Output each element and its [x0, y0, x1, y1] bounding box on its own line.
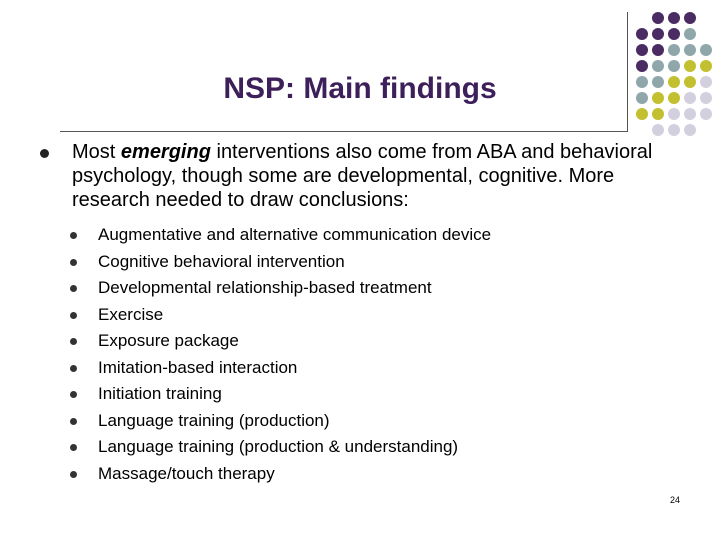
bullet-icon	[70, 444, 77, 451]
main-bullet-prefix: Most	[72, 141, 121, 163]
sub-bullet-text: Initiation training	[98, 384, 222, 403]
decorative-dot	[668, 12, 680, 24]
main-bullet-emphasis: emerging	[120, 141, 211, 163]
bullet-icon	[70, 312, 77, 319]
bullet-icon	[70, 338, 77, 345]
decorative-dot	[636, 60, 648, 72]
main-bullet-list	[40, 140, 680, 212]
decorative-dot	[636, 92, 648, 104]
decorative-dot	[684, 108, 696, 120]
decorative-dot	[684, 60, 696, 72]
main-bullet-item	[40, 140, 680, 212]
decorative-dot	[684, 44, 696, 56]
sub-bullet-text: Cognitive behavioral intervention	[98, 251, 345, 271]
slide-title: NSP: Main findings	[223, 72, 497, 105]
decorative-dot	[668, 92, 680, 104]
sub-bullet-item	[70, 275, 670, 302]
sub-bullet-item	[70, 434, 670, 461]
decorative-dot	[668, 124, 680, 136]
horizontal-divider	[60, 131, 628, 132]
bullet-icon	[70, 285, 77, 292]
decorative-dot	[652, 28, 664, 40]
decorative-dot	[684, 12, 696, 24]
decorative-dot	[652, 44, 664, 56]
decorative-dot	[684, 124, 696, 136]
decorative-dot	[668, 76, 680, 88]
sub-bullet-text: Augmentative and alternative communication device	[98, 225, 492, 244]
sub-bullet-item	[70, 222, 670, 249]
decorative-dot	[668, 44, 680, 56]
decorative-dot	[652, 108, 664, 120]
bullet-icon	[70, 259, 77, 266]
sub-bullet-item	[70, 249, 670, 276]
decorative-dot	[684, 92, 696, 104]
decorative-dot	[636, 76, 648, 88]
bullet-icon	[70, 365, 77, 372]
sub-bullet-text: Language training (production)	[98, 410, 330, 430]
vertical-divider	[627, 12, 628, 132]
decorative-dot	[668, 108, 680, 120]
main-bullet-suffix: interventions also come from ABA and behavioral psychology, though some are developmental, cognitive. More research needed to draw conclusions:	[72, 141, 653, 211]
decorative-dot	[700, 44, 712, 56]
bullet-icon	[70, 418, 77, 425]
decorative-dot	[700, 60, 712, 72]
decorative-dot	[700, 92, 712, 104]
sub-bullet-item	[70, 328, 670, 355]
decorative-dot	[700, 108, 712, 120]
sub-bullet-item	[70, 461, 670, 488]
decorative-dot	[652, 60, 664, 72]
decorative-dot	[684, 76, 696, 88]
decorative-dot	[636, 108, 648, 120]
decorative-dot	[700, 76, 712, 88]
sub-bullet-item	[70, 355, 670, 382]
decorative-dot	[636, 28, 648, 40]
decorative-dot	[636, 44, 648, 56]
bullet-icon	[40, 149, 49, 158]
sub-bullet-item	[70, 408, 670, 435]
sub-bullet-item	[70, 302, 670, 329]
decorative-dot-grid	[0, 0, 720, 130]
bullet-icon	[70, 232, 77, 239]
decorative-dot	[668, 28, 680, 40]
decorative-dot	[684, 28, 696, 40]
decorative-dot	[652, 12, 664, 24]
sub-bullet-list	[70, 222, 670, 487]
sub-bullet-text: Exercise	[98, 304, 164, 324]
sub-bullet-text: Exposure package	[98, 331, 239, 350]
bullet-icon	[70, 471, 77, 478]
sub-bullet-text: Language training (production & understanding)	[98, 437, 459, 456]
bullet-icon	[70, 391, 77, 398]
sub-bullet-item	[70, 381, 670, 408]
decorative-dot	[652, 76, 664, 88]
sub-bullet-text: Developmental relationship-based treatment	[98, 278, 432, 297]
decorative-dot	[652, 124, 664, 136]
page-number: 24	[669, 495, 680, 505]
sub-bullet-text: Massage/touch therapy	[98, 463, 275, 483]
decorative-dot	[668, 60, 680, 72]
sub-bullet-text: Imitation-based interaction	[98, 357, 298, 377]
decorative-dot	[652, 92, 664, 104]
